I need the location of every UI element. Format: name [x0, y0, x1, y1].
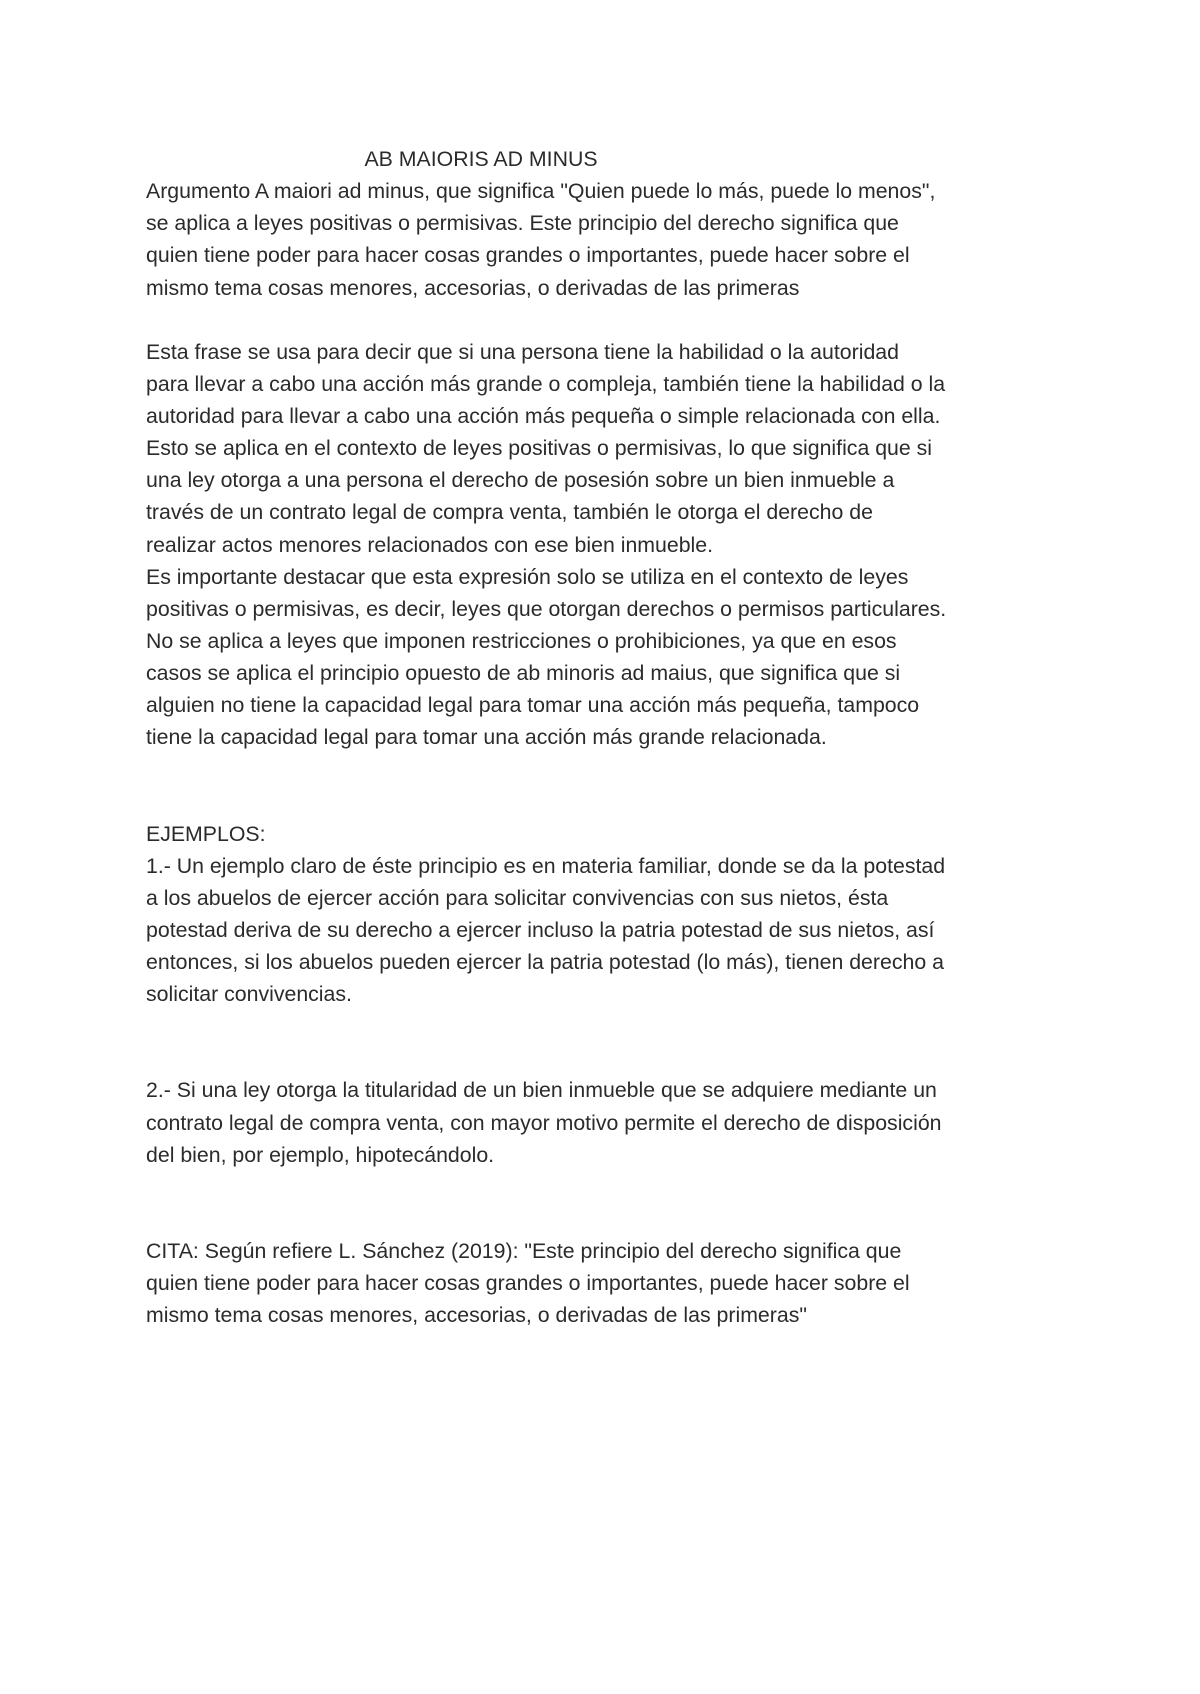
text-line: casos se aplica el principio opuesto de ab minoris ad maius, que significa que si — [146, 661, 901, 686]
text-line: Es importante destacar que esta expresión solo se utiliza en el contexto de leyes — [146, 564, 909, 589]
document-content — [146, 143, 1086, 1331]
text-line: 1.- Un ejemplo claro de éste principio es en materia familiar, donde se da la potestad — [146, 853, 946, 878]
text-line: para llevar a cabo una acción más grande o compleja, también tiene la habilidad o la — [146, 371, 946, 396]
text-line: 2.- Si una ley otorga la titularidad de un bien inmueble que se adquiere mediante un — [146, 1078, 937, 1103]
text-line: quien tiene poder para hacer cosas grandes o importantes, puede hacer sobre el — [146, 1270, 910, 1295]
text-line: a los abuelos de ejercer acción para solicitar convivencias con sus nietos, ésta — [146, 885, 889, 910]
example-1 — [146, 850, 1086, 1011]
citation — [146, 1235, 1086, 1331]
text-line: mismo tema cosas menores, accesorias, o derivadas de las primeras" — [146, 1303, 807, 1328]
text-line: entonces, si los abuelos pueden ejercer la patria potestad (lo más), tienen derecho a — [146, 950, 944, 975]
text-line: tiene la capacidad legal para tomar una acción más grande relacionada. — [146, 725, 827, 750]
paragraph-gap — [146, 1171, 1086, 1235]
text-line: del bien, por ejemplo, hipotecándolo. — [146, 1142, 495, 1167]
text-line: quien tiene poder para hacer cosas grandes o importantes, puede hacer sobre el — [146, 243, 910, 268]
text-line: Argumento A maiori ad minus, que significa "Quien puede lo más, puede lo menos", — [146, 179, 936, 204]
text-line: Esta frase se usa para decir que si una persona tiene la habilidad o la autoridad — [146, 339, 899, 364]
text-line: positivas o permisivas, es decir, leyes que otorgan derechos o permisos particulares. — [146, 596, 947, 621]
example-2 — [146, 1074, 1086, 1170]
body-paragraph — [146, 336, 1086, 754]
text-line: una ley otorga a una persona el derecho de posesión sobre un bien inmueble a — [146, 468, 895, 493]
text-line: Esto se aplica en el contexto de leyes positivas o permisivas, lo que significa que si — [146, 436, 933, 461]
text-line: alguien no tiene la capacidad legal para tomar una acción más pequeña, tampoco — [146, 693, 920, 718]
page-title: AB MAIORIS AD MINUS — [364, 147, 598, 171]
text-line: se aplica a leyes positivas o permisivas. Este principio del derecho significa que — [146, 211, 899, 236]
paragraph-gap — [146, 1010, 1086, 1074]
text-line: potestad deriva de su derecho a ejercer incluso la patria potestad de sus nietos, así — [146, 917, 935, 942]
examples-heading: EJEMPLOS: — [146, 821, 266, 846]
text-line: realizar actos menores relacionados con ese bien inmueble. — [146, 532, 714, 557]
text-line: solicitar convivencias. — [146, 982, 352, 1007]
paragraph-gap — [146, 304, 1086, 336]
text-line: través de un contrato legal de compra venta, también le otorga el derecho de — [146, 500, 873, 525]
text-line: autoridad para llevar a cabo una acción más pequeña o simple relacionada con ella. — [146, 403, 941, 428]
intro-paragraph — [146, 175, 1086, 304]
text-line: mismo tema cosas menores, accesorias, o derivadas de las primeras — [146, 275, 800, 300]
text-line: contrato legal de compra venta, con mayor motivo permite el derecho de disposición — [146, 1110, 942, 1135]
paragraph-gap — [146, 754, 1086, 818]
text-line: CITA: Según refiere L. Sánchez (2019): "Este principio del derecho significa que — [146, 1238, 902, 1263]
text-line: No se aplica a leyes que imponen restricciones o prohibiciones, ya que en esos — [146, 628, 897, 653]
